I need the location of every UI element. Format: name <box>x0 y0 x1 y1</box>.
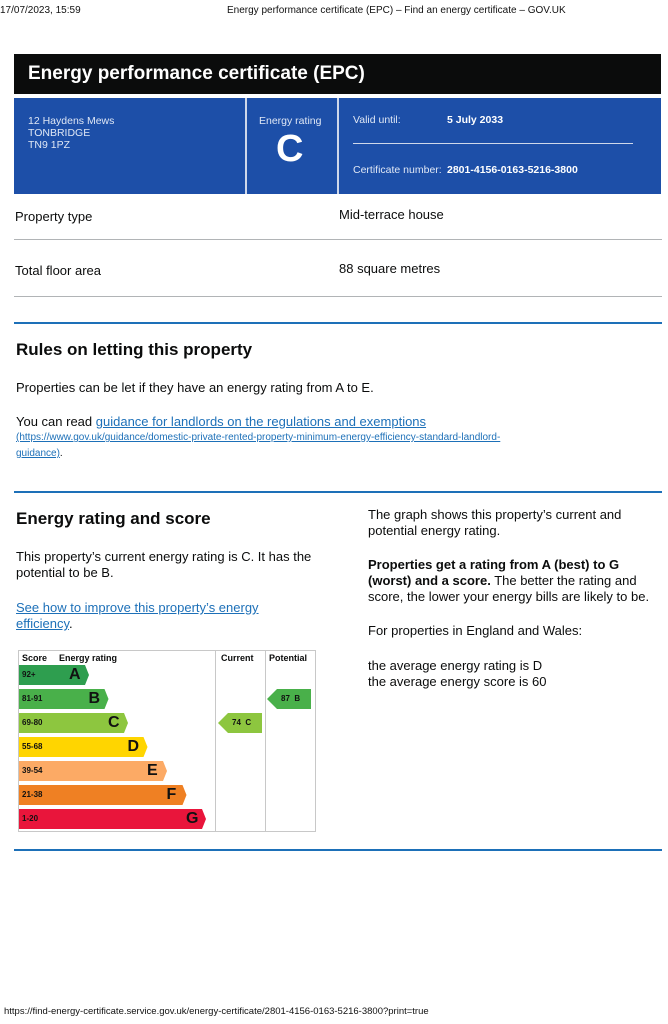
panel-divider <box>337 98 339 194</box>
page-title: Energy performance certificate (EPC) <box>14 54 661 94</box>
guidance-url-suffix: . <box>59 448 63 459</box>
section-divider <box>14 491 662 493</box>
section-divider <box>14 322 662 324</box>
panel-divider <box>245 98 247 194</box>
divider <box>14 296 662 297</box>
chart-header-score: Score <box>22 653 48 663</box>
rating-scale-text: The better the rating and score, the lower your energy bills are likely to be. <box>368 573 650 604</box>
chart-header-current: Current <box>221 653 254 663</box>
epc-rating-chart <box>18 650 316 832</box>
guidance-url-line[interactable]: guidance) <box>16 448 60 459</box>
certificate-number-label: Certificate number: <box>353 164 442 176</box>
band-letter: F <box>166 786 177 803</box>
rating-band-c <box>19 713 128 733</box>
chart-header-potential: Potential <box>269 653 308 663</box>
summary-panel <box>14 98 661 194</box>
band-bar <box>19 785 187 805</box>
graph-explanation: The graph shows this property’s current and potential energy rating. <box>368 507 622 538</box>
rating-band-f <box>19 785 187 805</box>
guidance-url-line[interactable]: (https://www.gov.uk/guidance/domestic-private-rented-property-minimum-energy-efficiency-standard-landlord- <box>16 432 501 443</box>
certificate-number: 2801-4156-0163-5216-3800 <box>447 164 578 176</box>
floor-area-value: 88 square metres <box>339 261 441 276</box>
print-datetime: 17/07/2023, 15:59 <box>0 5 81 16</box>
property-type-value: Mid-terrace house <box>339 207 444 222</box>
link-suffix: . <box>69 616 73 631</box>
rating-heading: Energy rating and score <box>16 509 211 528</box>
improve-link-wrap <box>16 600 306 632</box>
band-score: 55-68 <box>22 742 43 751</box>
landlord-guidance-link[interactable]: guidance for landlords on the regulations and exemptions <box>95 414 427 429</box>
letting-text: Properties can be let if they have an energy rating from A to E. <box>16 380 374 395</box>
potential-rating-arrow-label: 87 B <box>281 694 301 703</box>
band-letter: B <box>88 690 101 707</box>
current-rating-arrow-label: 74 C <box>232 718 252 727</box>
band-score: 1-20 <box>22 814 39 823</box>
letting-heading: Rules on letting this property <box>16 340 253 359</box>
guidance-prefix: You can read <box>16 414 96 429</box>
rating-band-e <box>19 761 167 781</box>
print-page-title: Energy performance certificate (EPC) – Find an energy certificate – GOV.UK <box>227 5 566 16</box>
rating-band-b <box>19 689 109 709</box>
potential-rating-arrow <box>267 689 311 709</box>
band-score: 69-80 <box>22 718 43 727</box>
rating-band-d <box>19 737 148 757</box>
valid-until-label: Valid until: <box>353 114 401 126</box>
band-letter: A <box>69 666 81 683</box>
rating-scale-bold: Properties get a rating from A (best) to G (worst) and a score. <box>368 557 620 588</box>
rating-text: This property’s current energy rating is C. It has the potential to be B. <box>16 549 312 580</box>
divider <box>353 143 633 144</box>
band-letter: E <box>147 762 158 779</box>
band-bar <box>19 809 206 829</box>
energy-rating-label: Energy rating <box>259 115 322 127</box>
region-text: For properties in England and Wales: <box>368 623 583 638</box>
energy-rating-letter: C <box>276 128 304 170</box>
address-line: TONBRIDGE <box>28 127 91 139</box>
address-line: 12 Haydens Mews <box>28 115 115 127</box>
floor-area-label: Total floor area <box>15 263 101 278</box>
average-score: the average energy score is 60 <box>368 674 547 689</box>
band-letter: D <box>127 738 140 755</box>
rating-band-g <box>19 809 206 829</box>
section-divider <box>14 849 662 851</box>
band-score: 81-91 <box>22 694 43 703</box>
guidance-url[interactable] <box>16 430 500 462</box>
improve-efficiency-link[interactable]: See how to improve this property’s energy efficiency <box>16 600 259 631</box>
valid-until-date: 5 July 2033 <box>447 114 504 126</box>
address-line: TN9 1PZ <box>28 139 71 151</box>
print-footer-url: https://find-energy-certificate.service.gov.uk/energy-certificate/2801-4156-0163-5216-3800?print=true <box>4 1006 429 1017</box>
rating-scale-info <box>368 557 664 605</box>
band-score: 39-54 <box>22 766 43 775</box>
chart-divider <box>215 651 216 831</box>
property-type-label: Property type <box>15 209 93 224</box>
band-score: 92+ <box>22 670 36 679</box>
chart-divider <box>265 651 266 831</box>
current-rating-arrow <box>218 713 262 733</box>
letting-guidance <box>16 414 646 430</box>
rating-band-a <box>19 665 89 685</box>
average-rating: the average energy rating is D <box>368 658 543 673</box>
divider <box>14 239 662 240</box>
property-address <box>28 115 114 151</box>
band-letter: G <box>186 810 199 827</box>
chart-header-rating: Energy rating <box>59 653 118 663</box>
band-letter: C <box>108 714 120 731</box>
band-score: 21-38 <box>22 790 43 799</box>
